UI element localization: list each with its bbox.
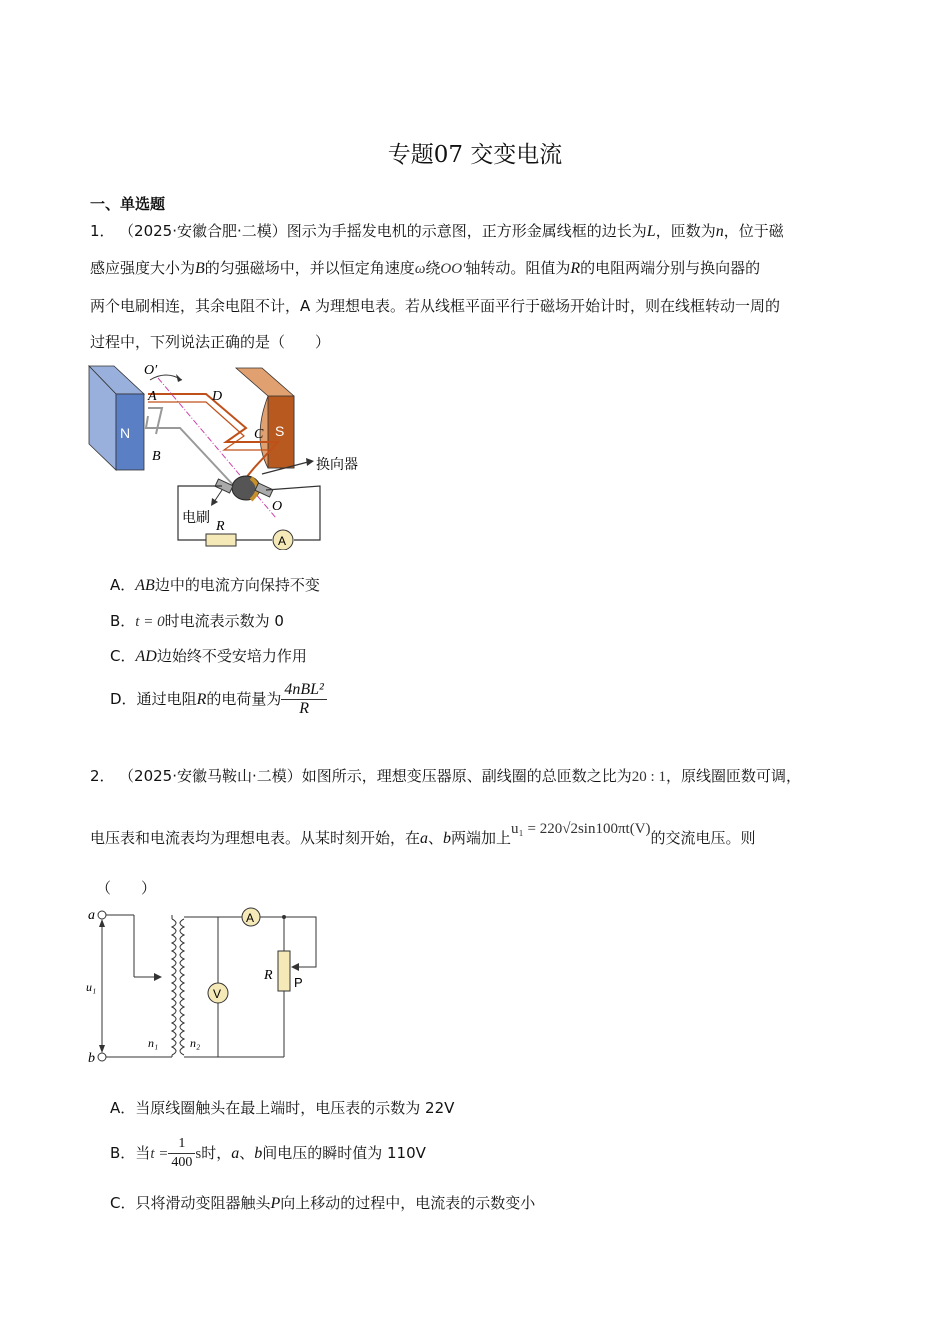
q2-line-2: 电压表和电流表均为理想电表。从某时刻开始，在a、b两端加上u₁ = 220√2sin100πt(V)的交流电压。则: [90, 821, 756, 847]
q2-line-1: 2． （2025·安徽马鞍山·二模）如图所示，理想变压器原、副线圈的总匝数之比为20 : 1，原线圈匝数可调，: [90, 767, 801, 785]
svg-text:C: C: [254, 427, 264, 442]
svg-text:O: O: [272, 499, 283, 514]
svg-text:b: b: [88, 1051, 95, 1065]
terminal-a: [98, 911, 106, 919]
charge-fraction: $\frac{\text{4nBL²}}{R}$: [281, 681, 326, 718]
svg-text:B: B: [152, 449, 161, 464]
slider-p: [291, 963, 299, 971]
primary-coil: [172, 919, 176, 1055]
q1-line-1: 1． （2025·安徽合肥·二模）图示为手摇发电机的示意图，正方形金属线框的边长为L，匝数为n，位于磁: [90, 222, 784, 240]
q2-number: 2．: [90, 767, 115, 785]
q1-option-d[interactable]: D．通过电阻R的电荷量为 $\frac{\text{4nBL²}}{R}$: [110, 681, 327, 718]
svg-text:n₁: n₁: [148, 1036, 159, 1050]
generator-figure: [86, 358, 376, 550]
q2-source: （2025·安徽马鞍山·二模）: [126, 767, 302, 785]
svg-text:n₂: n₂: [190, 1036, 201, 1050]
svg-text:P: P: [294, 975, 303, 990]
time-fraction: $\frac{1}{400}$: [168, 1135, 195, 1172]
svg-text:A: A: [278, 534, 287, 548]
q1-option-b[interactable]: B．t = 0时电流表示数为 0: [110, 612, 284, 630]
section-heading: 一、单选题: [90, 195, 166, 213]
q1-source: （2025·安徽合肥·二模）: [126, 222, 287, 240]
page-title: 专题07 交变电流: [387, 142, 563, 168]
n-pole-label: N: [120, 425, 131, 441]
svg-text:D: D: [212, 389, 223, 404]
q1-line-3: 两个电刷相连，其余电阻不计，A 为理想电表。若从线框平面平行于磁场开始计时，则在线框转动一周的: [90, 297, 781, 315]
svg-text:R: R: [216, 519, 225, 534]
svg-text:a: a: [88, 908, 95, 923]
commutator-label: 换向器: [316, 456, 358, 472]
resistor-r: [206, 534, 236, 546]
q2-option-b[interactable]: B．当t = $\frac{1}{400}$ s时，a、b间电压的瞬时值为 110V: [110, 1136, 426, 1170]
svg-text:O′: O′: [144, 363, 158, 378]
transformer-figure: [84, 905, 324, 1065]
q1-option-c[interactable]: C．AD边始终不受安培力作用: [110, 647, 307, 665]
svg-text:u₁: u₁: [86, 980, 97, 994]
primary-tap-arrow: [154, 973, 162, 981]
svg-text:A: A: [148, 389, 157, 404]
svg-text:V: V: [213, 987, 222, 1001]
q2-option-c[interactable]: C．只将滑动变阻器触头P向上移动的过程中，电流表的示数变小: [110, 1194, 536, 1212]
brush-label: 电刷: [182, 509, 210, 525]
s-pole-label: S: [275, 423, 285, 439]
q1-line-2: 感应强度大小为B的匀强磁场中，并以恒定角速度ω绕OO′轴转动。阻值为R的电阻两端分别与换向器的: [90, 259, 761, 277]
q1-option-a[interactable]: A．AB边中的电流方向保持不变: [110, 576, 320, 594]
svg-text:R: R: [264, 968, 273, 983]
q2-option-a[interactable]: A．当原线圈触头在最上端时，电压表的示数为 22V: [110, 1099, 455, 1117]
svg-text:A: A: [246, 911, 255, 925]
q1-number: 1．: [90, 222, 115, 240]
voltage-formula: u₁ = 220√2sin100πt(V): [511, 821, 651, 837]
q1-line-4: 过程中，下列说法正确的是（ ）: [90, 333, 331, 351]
secondary-coil: [180, 919, 184, 1055]
rheostat: [278, 951, 290, 991]
q2-line-3: （ ）: [96, 879, 157, 897]
terminal-b: [98, 1053, 106, 1061]
